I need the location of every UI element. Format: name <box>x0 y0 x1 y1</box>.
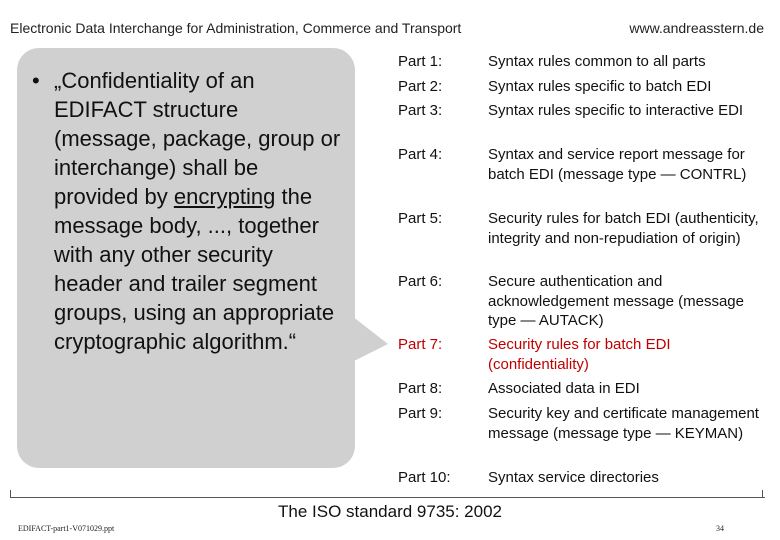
slide-header-title: Electronic Data Interchange for Administration, Commerce and Transport <box>10 20 462 36</box>
part-description: Associated data in EDI <box>488 380 640 397</box>
part-description: Syntax rules common to all parts <box>488 53 706 70</box>
footer-page-number: 34 <box>716 524 724 533</box>
part-number: Part 9: <box>398 405 443 422</box>
divider-tick-right <box>762 490 763 498</box>
part-description: Security rules for batch EDI (confidentiality) <box>488 336 671 373</box>
bullet-point: • <box>32 68 40 93</box>
part-description: Security rules for batch EDI (authenticity, integrity and non-repudiation of origin) <box>488 210 759 247</box>
part-description: Secure authentication and acknowledgement message (message type — AUTACK) <box>488 273 744 329</box>
website-link[interactable]: www.andreasstern.de <box>629 20 764 36</box>
divider-tick-left <box>10 490 11 498</box>
part-number: Part 4: <box>398 146 443 163</box>
part-description: Syntax service directories <box>488 469 659 486</box>
part-number: Part 10: <box>398 469 451 486</box>
part-description: Syntax and service report message for batch EDI (message type — CONTRL) <box>488 146 747 183</box>
quote-bubble-tail <box>352 316 388 366</box>
quote-text-block <box>32 66 344 356</box>
part-number: Part 8: <box>398 380 443 397</box>
part-description: Syntax rules specific to interactive EDI <box>488 102 744 119</box>
quote-text-start: „Confidentiality of an EDIFACT structure (message, package, group or interchange) shall be provided by <box>54 68 341 209</box>
quote-text-end: the message body, ..., together with any other security header and trailer segment groups, using an appropriate cryptographic algorithm.“ <box>54 184 335 354</box>
slide-caption: The ISO standard 9735: 2002 <box>278 502 502 521</box>
quote-text-underlined: encrypting <box>173 184 276 209</box>
part-number: Part 2: <box>398 78 443 95</box>
part-description: Syntax rules specific to batch EDI <box>488 78 712 95</box>
footer-filename: EDIFACT-part1-V071029.ppt <box>18 524 115 533</box>
part-number: Part 7: <box>398 336 443 353</box>
part-number: Part 3: <box>398 102 443 119</box>
part-description: Security key and certificate management message (message type — KEYMAN) <box>488 405 759 442</box>
part-number: Part 6: <box>398 273 443 290</box>
part-number: Part 1: <box>398 53 443 70</box>
footer-divider <box>10 497 765 498</box>
part-number: Part 5: <box>398 210 443 227</box>
